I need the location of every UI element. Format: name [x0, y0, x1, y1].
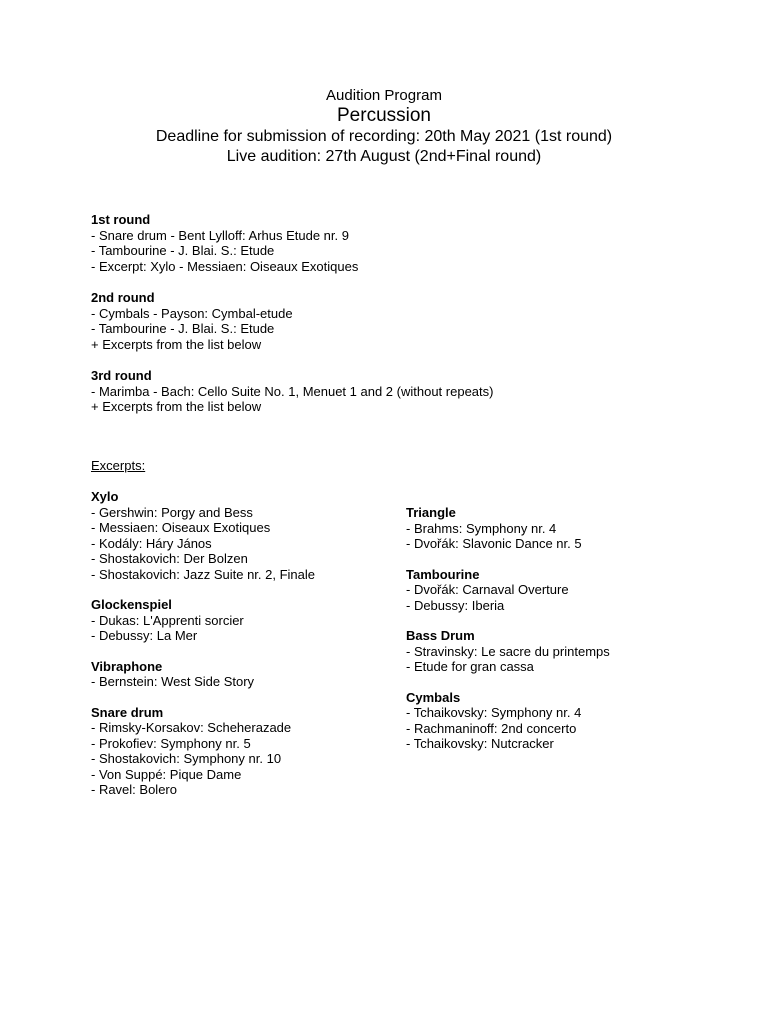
round-block	[91, 368, 691, 415]
document-title: Percussion	[337, 105, 431, 126]
instrument-block	[406, 505, 726, 552]
excerpt-item: - Tchaikovsky: Symphony nr. 4	[406, 705, 582, 720]
page-header	[0, 87, 768, 167]
round-item: - Excerpt: Xylo - Messiaen: Oiseaux Exotiques	[91, 258, 359, 274]
excerpt-item: - Stravinsky: Le sacre du printemps	[406, 643, 610, 659]
instrument-heading: Glockenspiel	[91, 597, 172, 612]
excerpt-item: - Brahms: Symphony nr. 4	[406, 520, 557, 536]
excerpt-item: - Von Suppé: Pique Dame	[91, 766, 242, 782]
instrument-heading: Triangle	[406, 505, 456, 520]
instrument-block	[406, 567, 726, 614]
audition-rounds	[91, 212, 691, 431]
instrument-heading: Snare drum	[91, 704, 164, 720]
excerpt-item: - Gershwin: Porgy and Bess	[91, 504, 253, 520]
round-item: - Tambourine - J. Blai. S.: Etude	[91, 321, 275, 336]
excerpt-item: - Dvořák: Slavonic Dance nr. 5	[406, 536, 582, 551]
instrument-block	[91, 659, 391, 690]
excerpt-item: - Bernstein: West Side Story	[91, 674, 255, 689]
excerpt-item: - Shostakovich: Der Bolzen	[91, 551, 248, 566]
round-block	[91, 290, 691, 352]
round-item: + Excerpts from the list below	[91, 336, 262, 352]
round-item: - Tambourine - J. Blai. S.: Etude	[91, 243, 275, 258]
round-heading: 1st round	[91, 212, 151, 227]
live-audition-date: Live audition: 27th August (2nd+Final round)	[226, 148, 542, 165]
instrument-block	[91, 705, 391, 798]
excerpts-heading: Excerpts:	[91, 458, 146, 473]
excerpt-item: - Ravel: Bolero	[91, 782, 177, 797]
excerpts-left-column	[91, 489, 391, 813]
round-item: - Cymbals - Payson: Cymbal-etude	[91, 305, 293, 321]
instrument-heading: Xylo	[91, 489, 119, 504]
excerpt-item: - Messiaen: Oiseaux Exotiques	[91, 520, 271, 535]
excerpt-item: - Rimsky-Korsakov: Scheherazade	[91, 720, 292, 735]
round-item: - Snare drum - Bent Lylloff: Arhus Etude nr. 9	[91, 227, 349, 243]
round-item: - Marimba - Bach: Cello Suite No. 1, Menuet 1 and 2 (without repeats)	[91, 383, 494, 399]
round-heading: 2nd round	[91, 290, 155, 305]
excerpt-item: - Shostakovich: Symphony nr. 10	[91, 751, 282, 766]
round-block	[91, 212, 691, 274]
instrument-heading: Vibraphone	[91, 658, 163, 674]
excerpt-item: - Rachmaninoff: 2nd concerto	[406, 720, 577, 736]
instrument-block	[406, 628, 726, 675]
excerpt-item: - Kodály: Háry János	[91, 535, 212, 551]
instrument-block	[406, 690, 726, 752]
excerpt-item: - Dukas: L'Apprenti sorcier	[91, 612, 244, 628]
instrument-heading: Tambourine	[406, 566, 480, 582]
excerpt-item: - Shostakovich: Jazz Suite nr. 2, Finale	[91, 566, 315, 582]
instrument-block	[91, 597, 391, 644]
instrument-heading: Cymbals	[406, 689, 461, 705]
round-heading: 3rd round	[91, 368, 152, 383]
instrument-block	[91, 489, 391, 582]
round-item: + Excerpts from the list below	[91, 399, 262, 414]
excerpt-item: - Dvořák: Carnaval Overture	[406, 582, 569, 597]
excerpt-item: - Debussy: La Mer	[91, 628, 198, 643]
instrument-heading: Bass Drum	[406, 628, 475, 643]
excerpt-item: - Prokofiev: Symphony nr. 5	[91, 735, 251, 751]
excerpt-item: - Tchaikovsky: Nutcracker	[406, 736, 554, 751]
excerpt-item: - Etude for gran cassa	[406, 659, 534, 674]
submission-deadline: Deadline for submission of recording: 20th May 2021 (1st round)	[155, 128, 613, 145]
document-subtitle: Audition Program	[326, 87, 442, 104]
excerpt-item: - Debussy: Iberia	[406, 597, 505, 613]
excerpts-right-column	[406, 505, 726, 767]
